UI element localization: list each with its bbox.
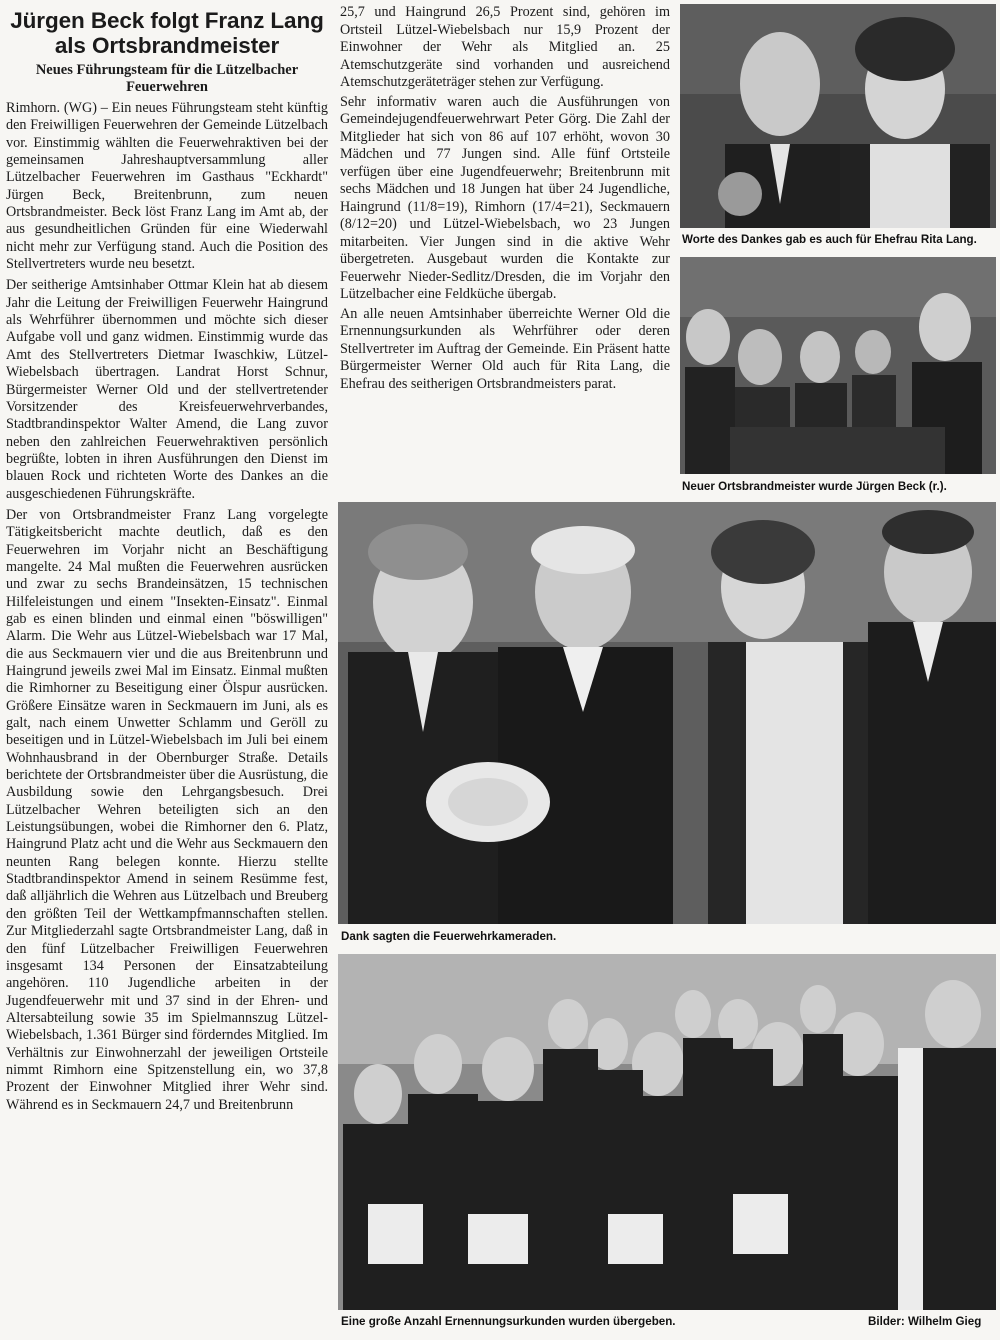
paragraph: Der seitherige Amtsinhaber Ottmar Klein hat ab diesem Jahr die Leitung der Freiwilligen Feuerwehr Haingrund als Wehrführer übernommen und möchte sich dieser Aufgabe voll und ganz widmen. Einstimmig wurde das Amt des Stellvertreters Dietmar Iwaschkiw, Lützel-Wiebelsbach übertragen. Landrat Horst Schnur, Bürgermeister Werner Old und der stellvertretender Vorsitzender des Kreisfeuerwehrverbandes, Stadtbrandinspektor Walter Amend, die Lang zuvor neben den zahlreichen Feuerwehraktiven persönlich begrüßte, lobten in ihren Ausführungen den Dienst im blauen Rock und richteten Worte des Dankes an die ausgeschiedenen Führungskräfte.: [6, 277, 328, 502]
paragraph: 25,7 und Haingrund 26,5 Prozent sind, gehören im Ortsteil Lützel-Wiebelsbach nur 15,9 Prozent der Einwohner der Wehr als Mitglied an. 25 Atemschutzgeräte sind vorhanden und ausreichend Atemschutzgeräteträger stehen zur Verfügung.: [340, 4, 670, 90]
article-headline: Jürgen Beck folgt Franz Lang als Ortsbrandmeister: [10, 8, 324, 58]
paragraph: Rimhorn. (WG) – Ein neues Führungsteam steht künftig den Freiwilligen Feuerwehren der Gemeinde Lützelbach vor. Einstimmig wählten die Feuerwehraktiven bei der gemeinsamen Jahreshauptversammlung aller Lützelbacher Feuerwehren im Gasthaus "Eckhardt" Jürgen Beck, Breitenbrunn, zum neuen Ortsbrandmeister. Beck löst Franz Lang im Amt ab, der aus gesundheitlichen Gründen für eine Wiederwahl nicht mehr zur Verfügung stand. Auch die Position des Stellvertreters wurde neu besetzt.: [6, 100, 328, 273]
photo-feuerwehrkameraden: [338, 502, 996, 924]
paragraph: Sehr informativ waren auch die Ausführungen von Gemeindejugendfeuerwehrwart Peter Görg. Die Zahl der Mitglieder hat sich von 86 auf 107 erhöht, wovon 30 Mädchen und 77 Jungen sind. Alle fünf Ortsteile verfügen über eine Jugendfeuerwehr; Breitenbrunn mit sechs Mädchen und 18 Jungen hat über 24 Jugendliche, Haingrund (11/8=19), Rimhorn (17/4=21), Seckmauern (8/12=20) und Lützel-Wiebelsbach, wo 23 Jungen mitarbeiten. Vier Jungen sind in die aktive Wehr übergetreten. Ausgebaut wurden die Kontakte zur Feuerwehr Nieder-Sedlitz/Dresden, die im Vorjahr den Lützelbacher eine Feldküche übergab.: [340, 93, 670, 302]
paragraph: An alle neuen Amtsinhaber überreichte Werner Old die Ernennungsurkunden als Wehrführer oder deren Stellvertreter im Auftrag der Gemeinde. Ein Präsent hatte Bürgermeister Werner Old auch für Rita Lang, die Ehefrau des seitherigen Ortsbrandmeisters parat.: [340, 305, 670, 392]
paragraph: Der von Ortsbrandmeister Franz Lang vorgelegte Tätigkeitsbericht machte deutlich, daß es den Feuerwehren im Vorjahr nicht an Beschäftigung mangelte. 24 Mal mußten die Feuerwehren ausrücken und zwar zu sechs Brandeinsätzen, 15 technischen Hilfeleistungen und einem "Insekten-Einsatz". Einmal gab es einen blinden und einmal einen "böswilligen" Alarm. Die Wehr aus Lützel-Wiebelsbach war 17 Mal, die aus Seckmauern vier und die aus Breitenbrunn und Haingrund jeweils zwei Mal im Einsatz. Einmal mußten die Rimhorner zu Beseitigung einer Ölspur ausrücken. Größere Einsätze waren in Seckmauern im Juni, als es galt, nach einem Unwetter Schlamm und Geröll zu beseitigen und in Lützel-Wiebelsbach im Juli bei einem Wohnhausbrand in der Obernburger Straße. Details berichtete der Ortsbrandmeister über die Ausrüstung, die Ausbildung sowie den Lehrgangsbesuch. Drei Lützelbacher Wehren beteiligten sich an den Leistungsübungen, wobei die Rimhorner den 6. Platz, Haingrund Platz acht und die Wehr aus Seckmauern den neunten Rang belegen konnte. Hierzu stellte Stadtbrandinspektor Amend in seinem Resümme fest, daß alljährlich die Wehren aus Lützelbach und Breuberg den größten Teil der Wettkampfmannschaften stellen. Zur Mitgliederzahl sagte Ortsbrandmeister Lang, daß in den fünf Lützelbacher Freiwilligen Feuerwehren insgesamt 134 Personen der Einsatzabteilung angehören. 110 Jugendliche arbeiten in der Jugendfeuerwehr mit und 37 sind in der Ehren- und Altersabteilung sowie 35 im Spielmannszug Lützel-Wiebelsbach, 1.361 Bürger sind förderndes Mitglied. Im Verhältnis zur Einwohnerzahl der jeweiligen Ortsteile nimmt Rimhorn eine Spitzenstellung ein, wo 37,8 Prozent der Einwohner Mitglied ihrer Wehr sind. Während es in Seckmauern 24,7 und Breitenbrunn: [6, 506, 328, 1113]
photo-ernennungsurkunden-caption: Eine große Anzahl Ernennungsurkunden wurden übergeben.: [341, 1315, 676, 1328]
left-column: [6, 8, 328, 1118]
photo-ernennungsurkunden: [338, 954, 996, 1310]
photo-credit: Bilder: Wilhelm Gieg: [868, 1315, 982, 1328]
article-subheadline: Neues Führungsteam für die Lützelbacher Feuerwehren: [35, 62, 299, 95]
photo-new-brandmeister-caption: Neuer Ortsbrandmeister wurde Jürgen Beck (r.).: [682, 480, 947, 493]
article-body-left: [6, 100, 328, 1114]
photo-rita-lang-caption: Worte des Dankes gab es auch für Ehefrau Rita Lang.: [682, 233, 977, 246]
photo-new-brandmeister: [680, 257, 996, 474]
photo-rita-lang: [680, 4, 996, 228]
photo-feuerwehrkameraden-caption: Dank sagten die Feuerwehrkameraden.: [341, 930, 557, 943]
middle-column: [340, 4, 670, 393]
